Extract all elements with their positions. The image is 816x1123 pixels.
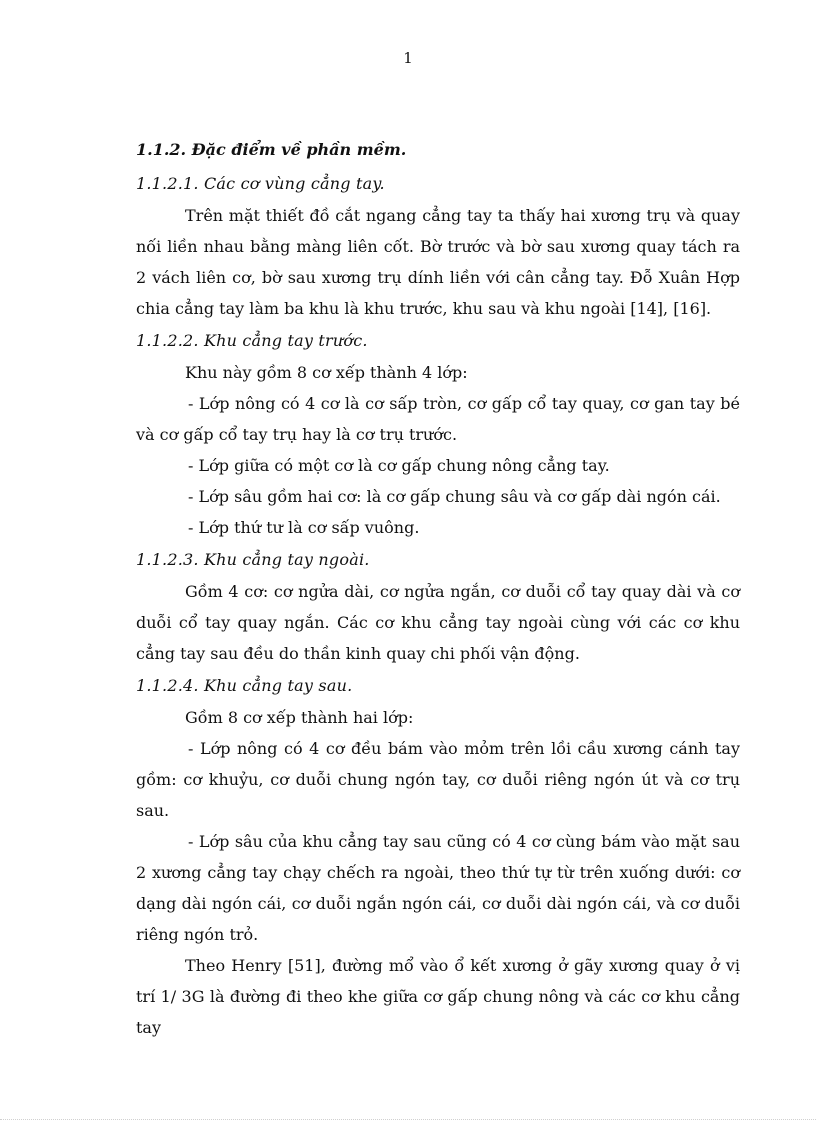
section-heading: 1.1.2. Đặc điểm về phần mềm. xyxy=(136,140,407,159)
subsection-heading: 1.1.2.3. Khu cẳng tay ngoài. xyxy=(136,550,370,569)
page-bottom-border xyxy=(0,1119,816,1121)
document-body xyxy=(136,134,740,1043)
paragraph: Trên mặt thiết đồ cắt ngang cẳng tay ta thấy hai xương trụ và quay nối liền nhau bằng màng liên cốt. Bờ trước và bờ sau xương quay tách ra 2 vách liên cơ, bờ sau xương trụ dính liền với cân cẳng tay. Đỗ Xuân Hợp chia cẳng tay làm ba khu là khu trước, khu sau và khu ngoài [14], [16]. xyxy=(136,206,740,318)
list-item: - Lớp thứ tư là cơ sấp vuông. xyxy=(188,518,420,537)
list-item: - Lớp sâu gồm hai cơ: là cơ gấp chung sâu và cơ gấp dài ngón cái. xyxy=(188,487,721,506)
list-item: - Lớp giữa có một cơ là cơ gấp chung nông cẳng tay. xyxy=(188,456,610,475)
list-item: - Lớp nông có 4 cơ là cơ sấp tròn, cơ gấp cổ tay quay, cơ gan tay bé và cơ gấp cổ tay trụ hay là cơ trụ trước. xyxy=(136,394,740,444)
subsection-heading: 1.1.2.4. Khu cẳng tay sau. xyxy=(136,676,353,695)
list-item: - Lớp nông có 4 cơ đều bám vào mỏm trên lồi cầu xương cánh tay gồm: cơ khuỷu, cơ duỗi chung ngón tay, cơ duỗi riêng ngón út và cơ trụ sau. xyxy=(136,739,740,820)
subsection-heading: 1.1.2.2. Khu cẳng tay trước. xyxy=(136,331,368,350)
paragraph: Gồm 4 cơ: cơ ngửa dài, cơ ngửa ngắn, cơ duỗi cổ tay quay dài và cơ duỗi cổ tay quay ngắn. Các cơ khu cẳng tay ngoài cùng với các cơ khu cẳng tay sau đều do thần kinh quay chi phối vận động. xyxy=(136,582,740,663)
page-number: 1 xyxy=(403,49,413,67)
paragraph: Gồm 8 cơ xếp thành hai lớp: xyxy=(185,708,414,727)
list-item: - Lớp sâu của khu cẳng tay sau cũng có 4 cơ cùng bám vào mặt sau 2 xương cẳng tay chạy chếch ra ngoài, theo thứ tự từ trên xuống dưới: cơ dạng dài ngón cái, cơ duỗi ngắn ngón cái, cơ duỗi dài ngón cái, và cơ duỗi riêng ngón trỏ. xyxy=(136,832,740,944)
subsection-heading: 1.1.2.1. Các cơ vùng cẳng tay. xyxy=(136,174,385,193)
paragraph: Khu này gồm 8 cơ xếp thành 4 lớp: xyxy=(185,363,468,382)
paragraph: Theo Henry [51], đường mổ vào ổ kết xương ở gãy xương quay ở vị trí 1/ 3G là đường đi theo khe giữa cơ gấp chung nông và các cơ khu cẳng tay xyxy=(136,956,740,1037)
